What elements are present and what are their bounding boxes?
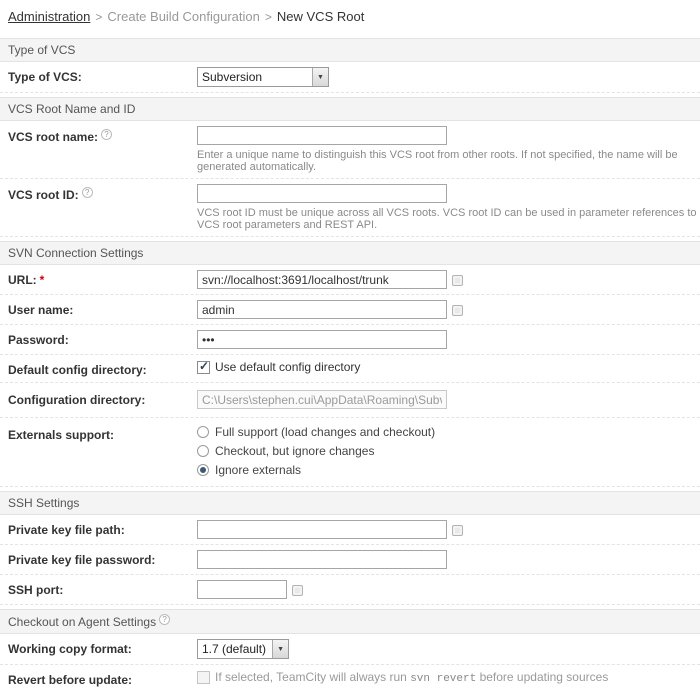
externals-option-ignore-externals[interactable] bbox=[197, 463, 700, 477]
dropdown-arrow-icon: ▼ bbox=[272, 640, 288, 658]
working-copy-format-label: Working copy format: bbox=[8, 642, 132, 656]
vcs-root-id-input[interactable] bbox=[197, 184, 447, 203]
row-working-copy-format bbox=[0, 634, 700, 665]
section-header-vcs-root-name-id: VCS Root Name and ID bbox=[0, 97, 700, 121]
radio-icon[interactable] bbox=[197, 464, 209, 476]
row-url bbox=[0, 265, 700, 295]
breadcrumb bbox=[0, 0, 700, 34]
breadcrumb-current-page: New VCS Root bbox=[276, 9, 365, 24]
private-key-file-password-label: Private key file password: bbox=[8, 553, 156, 567]
ssh-port-label: SSH port: bbox=[8, 583, 64, 597]
username-input[interactable] bbox=[197, 300, 447, 319]
externals-support-label: Externals support: bbox=[8, 428, 115, 442]
help-icon[interactable]: ? bbox=[159, 614, 170, 625]
radio-icon[interactable] bbox=[197, 445, 209, 457]
row-default-config-directory bbox=[0, 355, 700, 383]
row-username bbox=[0, 295, 700, 325]
vcs-root-name-input[interactable] bbox=[197, 126, 447, 145]
vcs-root-id-label-text: VCS root ID: bbox=[8, 188, 79, 202]
url-label bbox=[8, 270, 197, 287]
parameter-icon[interactable] bbox=[452, 275, 463, 286]
externals-option-full-support[interactable] bbox=[197, 425, 700, 439]
revert-before-update-checkbox bbox=[197, 671, 210, 684]
vcs-root-name-label bbox=[8, 126, 197, 144]
help-icon[interactable]: ? bbox=[101, 129, 112, 140]
revert-before-update-description bbox=[215, 670, 608, 685]
username-label: User name: bbox=[8, 303, 74, 317]
vcs-root-id-label bbox=[8, 184, 197, 202]
parameter-icon[interactable] bbox=[452, 525, 463, 536]
vcs-root-name-hint: Enter a unique name to distinguish this VCS root from other roots. If not specified, the name will be generated automatically. bbox=[197, 149, 678, 173]
use-default-config-checkbox[interactable] bbox=[197, 361, 210, 374]
row-password bbox=[0, 325, 700, 355]
row-revert-before-update bbox=[0, 665, 700, 692]
radio-icon[interactable] bbox=[197, 426, 209, 438]
breadcrumb-item-create-build-configuration: Create Build Configuration bbox=[107, 9, 260, 24]
working-copy-format-select[interactable] bbox=[197, 639, 289, 659]
type-of-vcs-label: Type of VCS: bbox=[8, 70, 82, 84]
parameter-icon[interactable] bbox=[452, 305, 463, 316]
breadcrumb-link-administration[interactable]: Administration bbox=[8, 9, 91, 24]
configuration-directory-input bbox=[197, 390, 447, 409]
externals-option-label: Full support (load changes and checkout) bbox=[215, 425, 436, 439]
row-private-key-file-password bbox=[0, 545, 700, 575]
checkout-on-agent-title-text: Checkout on Agent Settings bbox=[8, 615, 157, 629]
configuration-directory-label: Configuration directory: bbox=[8, 393, 146, 407]
dropdown-arrow-icon: ▼ bbox=[312, 68, 328, 86]
section-header-ssh-settings: SSH Settings bbox=[0, 491, 700, 515]
default-config-directory-label: Default config directory: bbox=[8, 363, 147, 377]
private-key-file-password-input[interactable] bbox=[197, 550, 447, 569]
url-input[interactable] bbox=[197, 270, 447, 289]
private-key-file-path-input[interactable] bbox=[197, 520, 447, 539]
vcs-root-name-label-text: VCS root name: bbox=[8, 130, 99, 144]
section-header-checkout-on-agent bbox=[0, 609, 700, 634]
breadcrumb-separator: > bbox=[264, 10, 272, 24]
section-header-type-of-vcs: Type of VCS bbox=[0, 38, 700, 62]
breadcrumb-separator: > bbox=[95, 10, 103, 24]
url-label-text: URL: bbox=[8, 273, 37, 287]
row-vcs-root-id bbox=[0, 179, 700, 237]
password-label: Password: bbox=[8, 333, 69, 347]
help-icon[interactable]: ? bbox=[82, 187, 93, 198]
vcs-root-id-hint: VCS root ID must be unique across all VCS roots. VCS root ID can be used in parameter references to VCS root parameters and REST API. bbox=[197, 207, 697, 231]
row-configuration-directory bbox=[0, 383, 700, 418]
row-vcs-root-name bbox=[0, 121, 700, 179]
private-key-file-path-label: Private key file path: bbox=[8, 523, 125, 537]
vcs-type-select-value: Subversion bbox=[202, 70, 263, 84]
use-default-config-checkbox-label: Use default config directory bbox=[215, 360, 361, 374]
row-type-of-vcs bbox=[0, 62, 700, 93]
section-header-svn-connection-settings: SVN Connection Settings bbox=[0, 241, 700, 265]
vcs-type-select[interactable] bbox=[197, 67, 329, 87]
password-input[interactable] bbox=[197, 330, 447, 349]
parameter-icon[interactable] bbox=[292, 585, 303, 596]
revert-description-after: before updating sources bbox=[479, 670, 609, 684]
externals-option-label: Checkout, but ignore changes bbox=[215, 444, 375, 458]
externals-option-checkout-ignore[interactable] bbox=[197, 444, 700, 458]
row-private-key-file-path bbox=[0, 515, 700, 545]
revert-before-update-label: Revert before update: bbox=[8, 673, 133, 687]
revert-command-code: svn revert bbox=[410, 673, 477, 685]
ssh-port-input[interactable] bbox=[197, 580, 287, 599]
externals-option-label: Ignore externals bbox=[215, 463, 302, 477]
working-copy-format-select-value: 1.7 (default) bbox=[202, 642, 267, 656]
revert-description-before: If selected, TeamCity will always run bbox=[215, 670, 407, 684]
row-ssh-port bbox=[0, 575, 700, 605]
row-externals-support bbox=[0, 418, 700, 487]
required-asterisk: * bbox=[39, 273, 45, 287]
